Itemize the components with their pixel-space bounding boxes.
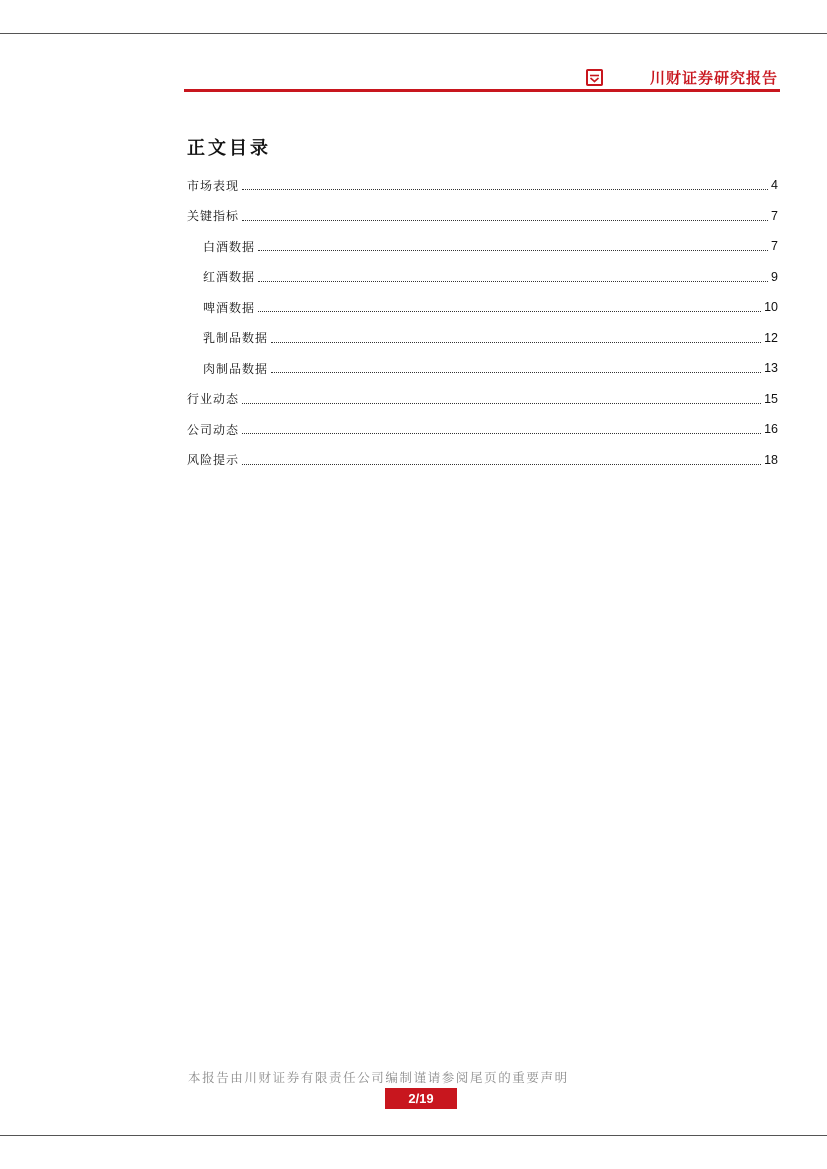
- toc-entry-label: 风险提示: [187, 453, 240, 468]
- header-red-rule: [184, 89, 780, 92]
- toc-entry-company-news[interactable]: [187, 414, 778, 445]
- toc-entry-label: 白酒数据: [203, 239, 256, 254]
- toc-entry-beer-data[interactable]: [187, 292, 778, 323]
- toc-entry-page: 12: [764, 330, 778, 345]
- toc-entry-label: 啤酒数据: [203, 300, 256, 315]
- toc-entry-page: 13: [764, 361, 778, 376]
- toc-entry-wine-data[interactable]: [187, 262, 778, 293]
- toc-entry-baijiu-data[interactable]: [187, 231, 778, 262]
- page-number-badge: 2/19: [385, 1088, 457, 1109]
- toc-entry-risk-warning[interactable]: [187, 445, 778, 476]
- toc-entry-meat-data[interactable]: [187, 353, 778, 384]
- toc-entry-page: 7: [771, 208, 778, 223]
- toc-dot-leader: [242, 219, 768, 221]
- toc-entry-page: 15: [764, 391, 778, 406]
- toc-entry-label: 市场表现: [187, 178, 240, 193]
- toc-entry-market-performance[interactable]: [187, 170, 778, 201]
- table-of-contents: [187, 170, 778, 475]
- toc-entry-dairy-data[interactable]: [187, 323, 778, 354]
- report-header-title: 川财证券研究报告: [649, 69, 778, 87]
- toc-dot-leader: [271, 341, 761, 343]
- report-header: [184, 64, 780, 96]
- page-bottom-rule: [0, 1135, 827, 1136]
- toc-entry-page: 18: [764, 452, 778, 467]
- toc-dot-leader: [258, 280, 768, 282]
- toc-entry-label: 公司动态: [187, 422, 240, 437]
- toc-entry-label: 乳制品数据: [203, 331, 269, 346]
- toc-entry-key-indicators[interactable]: [187, 201, 778, 232]
- toc-dot-leader: [242, 432, 761, 434]
- chuancai-logo-icon: [586, 69, 603, 86]
- toc-dot-leader: [242, 188, 768, 190]
- toc-dot-leader: [271, 371, 761, 373]
- toc-dot-leader: [242, 402, 761, 404]
- toc-entry-label: 行业动态: [187, 392, 240, 407]
- toc-entry-page: 16: [764, 422, 778, 437]
- toc-dot-leader: [242, 463, 761, 465]
- toc-entry-industry-news[interactable]: [187, 384, 778, 415]
- toc-entry-page: 9: [771, 269, 778, 284]
- page-top-rule: [0, 33, 827, 34]
- toc-entry-label: 肉制品数据: [203, 361, 269, 376]
- toc-entry-page: 4: [771, 178, 778, 193]
- toc-dot-leader: [258, 310, 761, 312]
- toc-entry-page: 10: [764, 300, 778, 315]
- footer-disclaimer: 本报告由川财证券有限责任公司编制谨请参阅尾页的重要声明: [188, 1070, 569, 1085]
- toc-entry-label: 红酒数据: [203, 270, 256, 285]
- toc-title: 正文目录: [187, 138, 271, 159]
- toc-entry-page: 7: [771, 239, 778, 254]
- toc-dot-leader: [258, 249, 768, 251]
- toc-entry-label: 关键指标: [187, 209, 240, 224]
